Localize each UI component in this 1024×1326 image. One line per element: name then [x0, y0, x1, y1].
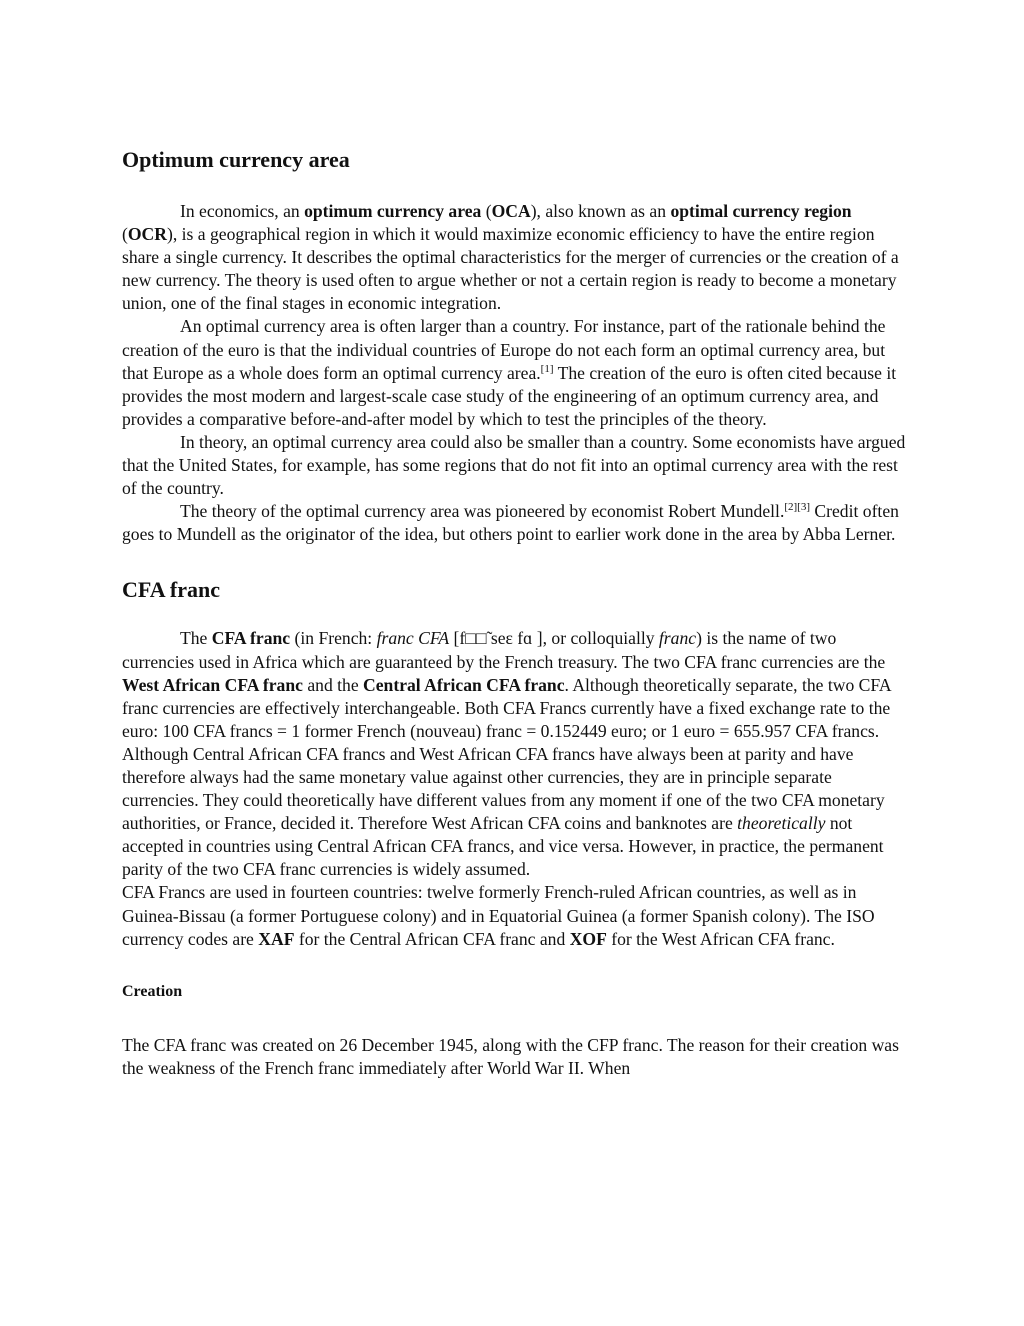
spacer: [122, 174, 907, 200]
oca-paragraph-2: [122, 315, 907, 430]
text-run: ), also known as an: [530, 201, 671, 221]
creation-paragraph-1: The CFA franc was created on 26 December 1945, along with the CFP franc. The reason for their creation was the weakness of the French franc immediately after World War II. When: [122, 1034, 899, 1078]
text-run: ) is the name of two currencies used in Africa which are guaranteed by the French treasury. The two CFA franc currencies are the: [122, 628, 886, 672]
text-run: and the: [302, 674, 364, 695]
section-heading-cfa: CFA franc: [122, 577, 220, 603]
text-run: Although Central African CFA francs and West African CFA francs have always been at parity and have therefore always had the same monetary value against other currencies, they are in principle separate currencies. They could theoretically have different values from any moment if one of the two CFA monetary authorities, or France, decided it. Therefore West African CFA coins and banknotes are: [122, 743, 885, 834]
text-run: not accepted in countries using Central African CFA francs, and vice versa. However, in practice, the permanent parity of the two CFA franc currencies is widely assumed.: [122, 813, 884, 880]
subsection-heading-creation: Creation: [122, 982, 183, 1000]
term-franc: franc: [658, 628, 697, 649]
text-run: In economics, an: [180, 201, 305, 221]
term-oca: OCA: [491, 201, 531, 221]
document-page: [122, 146, 907, 1080]
cfa-paragraph-2: [122, 743, 907, 882]
citation-ref-1[interactable]: [1]: [540, 362, 554, 375]
code-xaf: XAF: [258, 928, 295, 949]
text-run: (in French:: [290, 628, 377, 649]
citation-ref-2-3[interactable]: [2][3]: [784, 501, 810, 514]
spacer: [122, 1003, 907, 1034]
oca-paragraph-1: [122, 200, 907, 315]
term-cfa-franc: CFA franc: [211, 628, 291, 649]
text-run: . Although theoretically separate, the two CFA franc currencies are effectively interchangeable. Both CFA Francs currently have a fixed exchange rate to the euro: 100 CFA francs = 1 former French (nouveau) franc = 0.152449 euro; or 1 euro = 655.957 CFA francs.: [122, 674, 891, 741]
term-central-african-cfa-franc: Central African CFA franc: [363, 674, 565, 695]
cfa-paragraph-1: [122, 627, 907, 742]
term-franc-cfa: franc CFA: [376, 628, 450, 649]
spacer: [122, 604, 907, 627]
cfa-paragraph-3: [122, 881, 907, 950]
code-xof: XOF: [569, 928, 607, 949]
emphasis-theoretically: theoretically: [737, 813, 826, 834]
text-run: Credit often goes to Mundell as the originator of the idea, but others point to earlier work done in the area by Abba Lerner.: [122, 501, 899, 545]
term-ocr: OCR: [127, 224, 167, 245]
text-run: (: [122, 224, 128, 245]
term-west-african-cfa-franc: West African CFA franc: [122, 674, 303, 695]
pronunciation: [f□□̃ seɛ fɑ ], or colloquially: [449, 628, 659, 649]
term-optimum-currency-area: optimum currency area: [304, 201, 482, 221]
text-run: for the West African CFA franc.: [606, 928, 835, 949]
spacer: [122, 546, 907, 576]
section-heading-oca: Optimum currency area: [122, 147, 350, 172]
text-run: An optimal currency area is often larger than a country. For instance, part of the rationale behind the creation of the euro is that the individual countries of Europe do not each form an optimal currency area, but that Europe as a whole does form an optimal currency area.: [122, 316, 886, 383]
text-run: CFA Francs are used in fourteen countries: twelve formerly French-ruled African countries, as well as in Guinea-Bissau (a former Portuguese colony) and in Equatorial Guinea (a former Spanish colony). The ISO currency codes are: [122, 882, 875, 949]
text-run: The creation of the euro is often cited because it provides the most modern and largest-scale case study of the engineering of an optimum currency area, and provides a comparative before-and-after model by which to test the principles of the theory.: [122, 362, 897, 429]
spacer: [122, 951, 907, 981]
text-run: The: [180, 628, 212, 649]
oca-paragraph-4: [122, 500, 907, 546]
text-run: for the Central African CFA franc and: [294, 928, 570, 949]
text-run: ), is a geographical region in which it would maximize economic efficiency to have the entire region share a single currency. It describes the optimal characteristics for the merger of currencies or the creation of a new currency. The theory is used often to argue whether or not a certain region is ready to become a monetary union, one of the final stages in economic integration.: [122, 224, 899, 314]
oca-paragraph-3: In theory, an optimal currency area could also be smaller than a country. Some economists have argued that the United States, for example, has some regions that do not fit into an optimal currency area with the rest of the country.: [122, 431, 906, 499]
term-optimal-currency-region: optimal currency region: [670, 201, 852, 221]
text-run: The theory of the optimal currency area was pioneered by economist Robert Mundell.: [180, 501, 785, 522]
text-run: (: [481, 201, 492, 221]
